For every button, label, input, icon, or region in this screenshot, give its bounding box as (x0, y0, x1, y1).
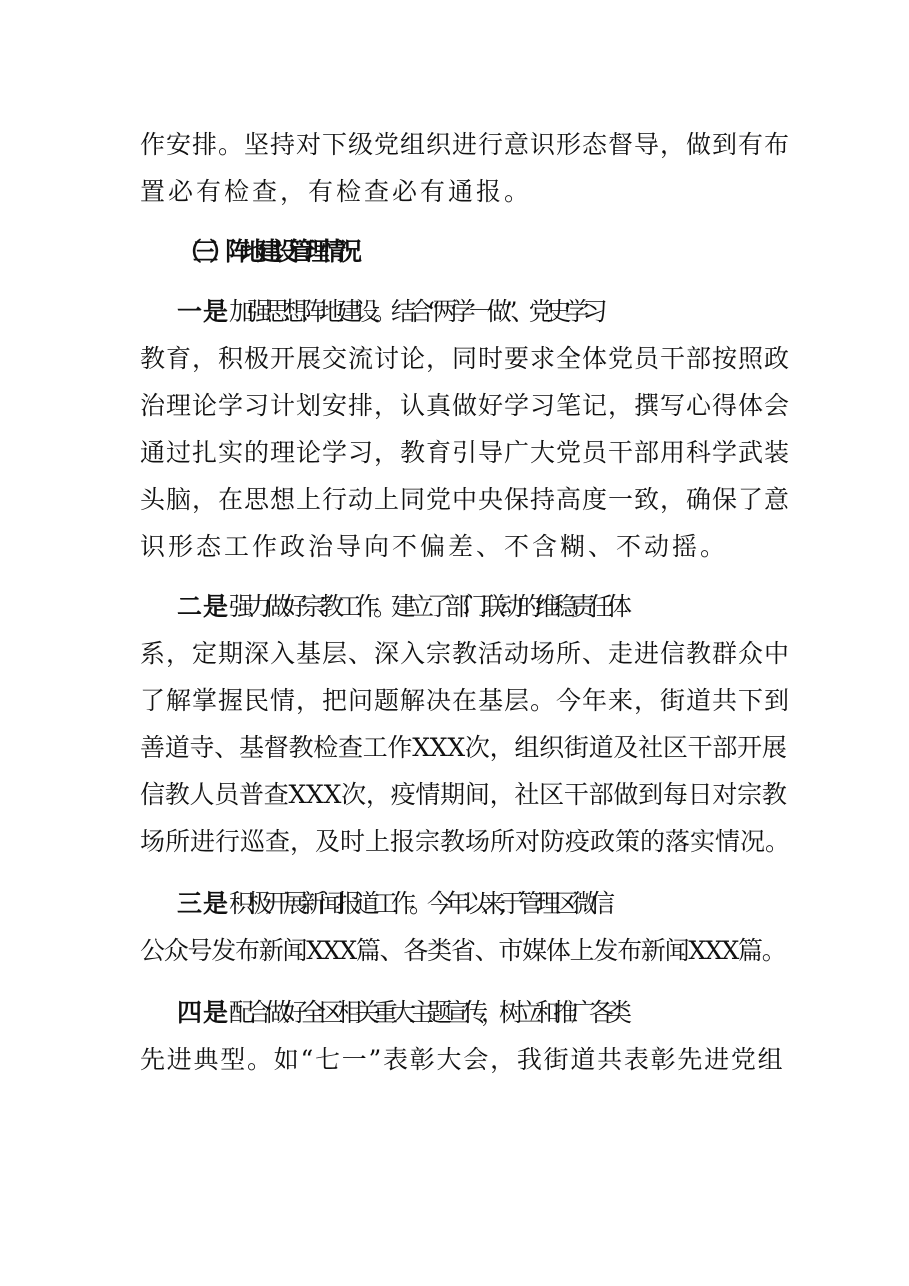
paragraph-4-line-2: 先进典型。如“七一”表彰大会，我街道共表彰先进党组 (140, 1045, 785, 1074)
paragraph-2-line-1-text: 强力做好宗教工作。建立了部门联动的维稳责任体 (229, 592, 626, 621)
paragraph-1-line-6: 识形态工作政治导向不偏差、不含糊、不动摇。 (140, 532, 729, 561)
paragraph-4-lead: 四是 (177, 998, 230, 1027)
paragraph-1-line-5: 头脑，在思想上行动上同党中央保持高度一致，确保了意 (140, 485, 791, 514)
paragraph-1-lead: 一是 (177, 297, 230, 326)
paragraph-2-line-6: 场所进行巡查，及时上报宗教场所对防疫政策的落实情况。 (140, 827, 791, 856)
paragraph-2-line-4: 善道寺、基督教检查工作XXX次，组织街道及社区干部开展 (140, 733, 787, 762)
paragraph-3-line-1 (177, 886, 817, 922)
paragraph-1-line-1-text: 加强思想阵地建设。结合“两学一做”、党史学习 (229, 297, 601, 326)
section-heading: （三）阵地建设管理情况 (177, 237, 354, 266)
paragraph-2-line-3: 了解掌握民情，把问题解决在基层。今年来，街道共下到 (140, 686, 791, 715)
paragraph-0-line-2: 置必有检查，有检查必有通报。 (140, 177, 533, 206)
paragraph-4-line-1-text: 配合做好全区相关重大主题宣传，树立和推广各类 (229, 998, 626, 1027)
paragraph-1-line-1 (177, 294, 817, 330)
paragraph-3-line-1-text: 积极开展新闻报道工作。今年以来,于管理区微信 (229, 889, 608, 918)
paragraph-1-line-4: 通过扎实的理论学习，教育引导广大党员干部用科学武装 (140, 438, 791, 467)
paragraph-1-line-3: 治理论学习计划安排，认真做好学习笔记，撰写心得体会 (140, 391, 791, 420)
paragraph-2-line-2: 系，定期深入基层、深入宗教活动场所、走进信教群众中 (140, 639, 791, 668)
paragraph-2-line-1 (177, 589, 817, 625)
paragraph-2-lead: 二是 (177, 592, 230, 621)
paragraph-2-line-5: 信教人员普查XXX次，疫情期间，社区干部做到每日对宗教 (140, 780, 787, 809)
paragraph-0-line-1: 作安排。坚持对下级党组织进行意识形态督导，做到有布 (140, 130, 791, 159)
paragraph-1-line-2: 教育，积极开展交流讨论，同时要求全体党员干部按照政 (140, 344, 791, 373)
paragraph-3-lead: 三是 (177, 889, 230, 918)
paragraph-3-line-2: 公众号发布新闻XXX篇、各类省、市媒体上发布新闻XXX篇。 (140, 936, 786, 965)
paragraph-4-line-1 (177, 995, 817, 1031)
